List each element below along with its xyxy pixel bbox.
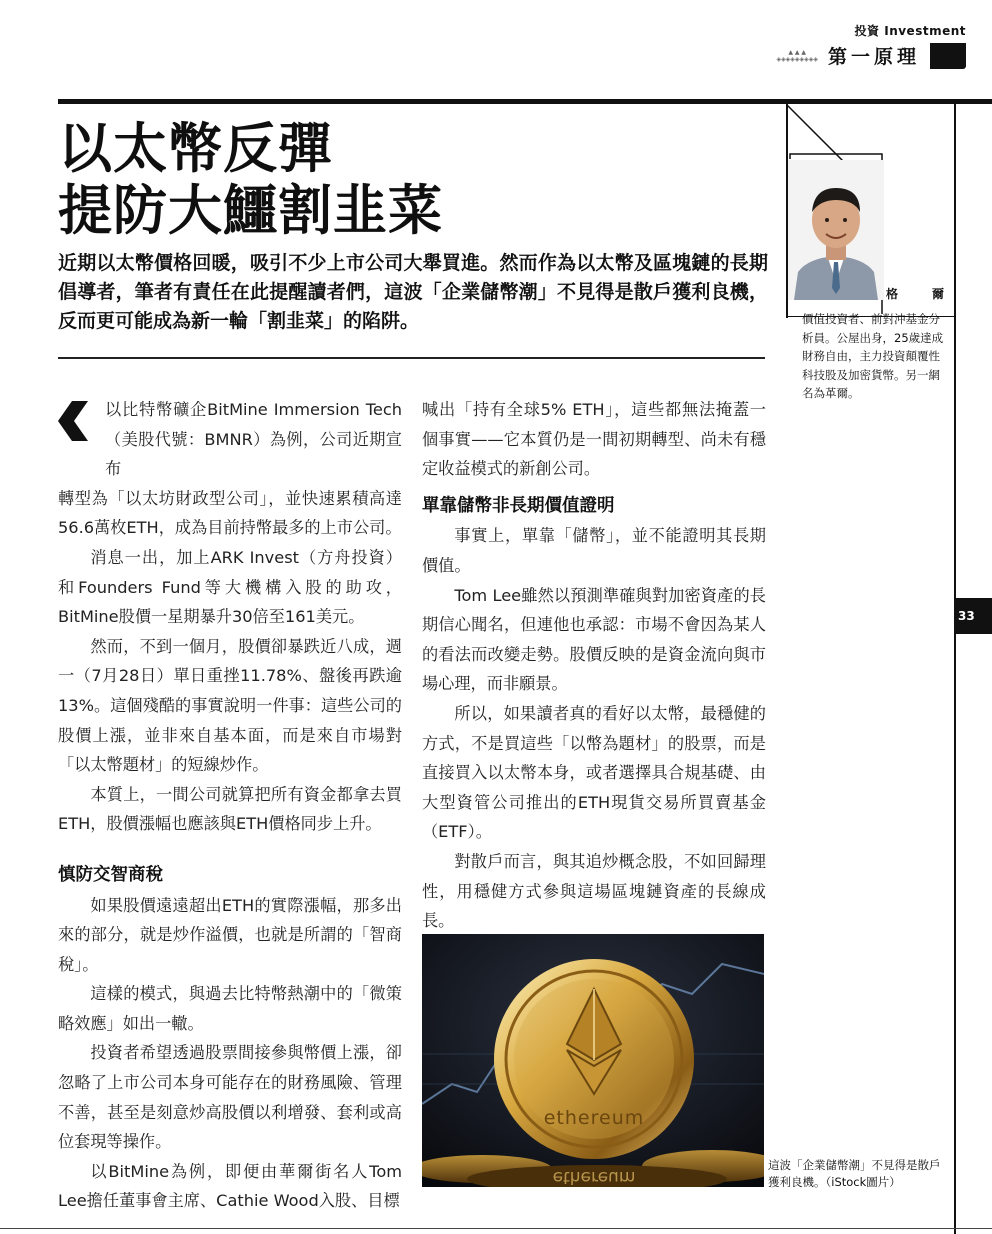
paragraph: 投資者希望透過股票間接參與幣價上漲，卻忽略了上市公司本身可能存在的財務風險、管理不善，甚至是刻意炒高股價以利增發、套利或高位套現等操作。 (58, 1043, 402, 1152)
paragraph: 這樣的模式，與過去比特幣熱潮中的「微策略效應」如出一轍。 (58, 984, 402, 1033)
author-bio: 價值投資者、前對沖基金分析員。公屋出身，25歲達成財務自由，主力投資顛覆性科技股及加密貨幣。另一網名為革爾。 (802, 312, 944, 400)
page-number: 33 (954, 598, 992, 634)
paragraph: 如果股價遠遠超出ETH的實際漲幅，那多出來的部分，就是炒作溢價，也就是所謂的「智商稅」。 (58, 895, 402, 974)
column-name: 第一原理 (827, 46, 920, 68)
avatar-icon (788, 160, 884, 300)
section-label: 投資 Investment (854, 24, 966, 38)
column-block-icon (930, 43, 966, 69)
paragraph: 事實上，單靠「儲幣」，並不能證明其長期價值。 (422, 526, 766, 575)
page-edge-rule (954, 104, 956, 1234)
paragraph: 以比特幣礦企BitMine Immersion Tech（美股代號：BMNR）為例，公司近期宣布 (105, 400, 402, 479)
paragraph: 喊出「持有全球5% ETH」，這些都無法掩蓋一個事實——它本質仍是一間初期轉型、尚未有穩定收益模式的新創公司。 (422, 400, 766, 479)
subheading: 慎防交智商稅 (58, 864, 163, 885)
subheading: 單靠儲幣非長期價值證明 (422, 495, 615, 516)
column-ornament: ▲ ▲ ▲ ◈◈◈◈◈◈◈◈◈ (776, 48, 818, 63)
photo-caption: 這波「企業儲幣潮」不見得是散戶獲利良機。（iStock圖片） (768, 1158, 941, 1189)
author-photo (788, 160, 884, 300)
coin-label: ethereum (543, 1107, 645, 1129)
bottom-rule (0, 1228, 992, 1229)
article-column-left (58, 395, 402, 1216)
article-column-right (422, 395, 766, 936)
paragraph: 所以，如果讀者真的看好以太幣，最穩健的方式，不是買這些「以幣為題材」的股票，而是直接買入以太幣本身，或者選擇具合規基礎、由大型資管公司推出的ETH現貨交易所買賣基金（ETF）。 (422, 703, 766, 842)
coin-reflection-label: ethereum (552, 1167, 636, 1187)
paragraph: 然而，不到一個月，股價卻暴跌近八成，週一（7月28日）單日重挫11.78%、盤後再跌逾13%。這個殘酷的事實說明一件事：這些公司的股價上漲，並非來自基本面，而是來自市場對「以太幣題材」的短線炒作。 (58, 636, 402, 775)
paragraph: 對散戶而言，與其追炒概念股，不如回歸理性，用穩健方式參與這場區塊鏈資產的長線成長。 (422, 851, 766, 931)
paragraph: 本質上，一間公司就算把所有資金都拿去買ETH，股價漲幅也應該與ETH價格同步上升。 (58, 784, 402, 834)
dek-rule (58, 357, 765, 359)
article-dek: 近期以太幣價格回暖，吸引不少上市公司大舉買進。然而作為以太幣及區塊鏈的長期倡導者，筆者有責任在此提醒讀者們，這波「企業儲幣潮」不見得是散戶獲利良機，反而更可能成為新一輪「割韭菜」的陷阱。 (58, 252, 768, 332)
article-title: 以太幣反彈 提防大鱷割韭菜 (58, 117, 443, 242)
ethereum-coin-photo (422, 934, 764, 1187)
paragraph: 以BitMine為例，即便由華爾街名人Tom Lee擔任董事會主席、Cathie Wood入股、目標 (58, 1161, 402, 1211)
author-name: 格爾 (886, 287, 979, 301)
paragraph: 轉型為「以太坊財政型公司」，並快速累積高達56.6萬枚ETH，成為目前持幣最多的上市公司。 (58, 488, 402, 538)
paragraph: 消息一出，加上ARK Invest（方舟投資）和Founders Fund等大機構入股的助攻，BitMine股價一星期暴升30倍至161美元。 (58, 547, 402, 627)
coin-illustration (422, 934, 764, 1187)
paragraph: Tom Lee雖然以預測準確與對加密資產的長期信心聞名，但連他也承認：市場不會因為某人的看法而改變走勢。股價反映的是資金流向與市場心理，而非願景。 (422, 585, 766, 694)
column-masthead (776, 42, 966, 69)
